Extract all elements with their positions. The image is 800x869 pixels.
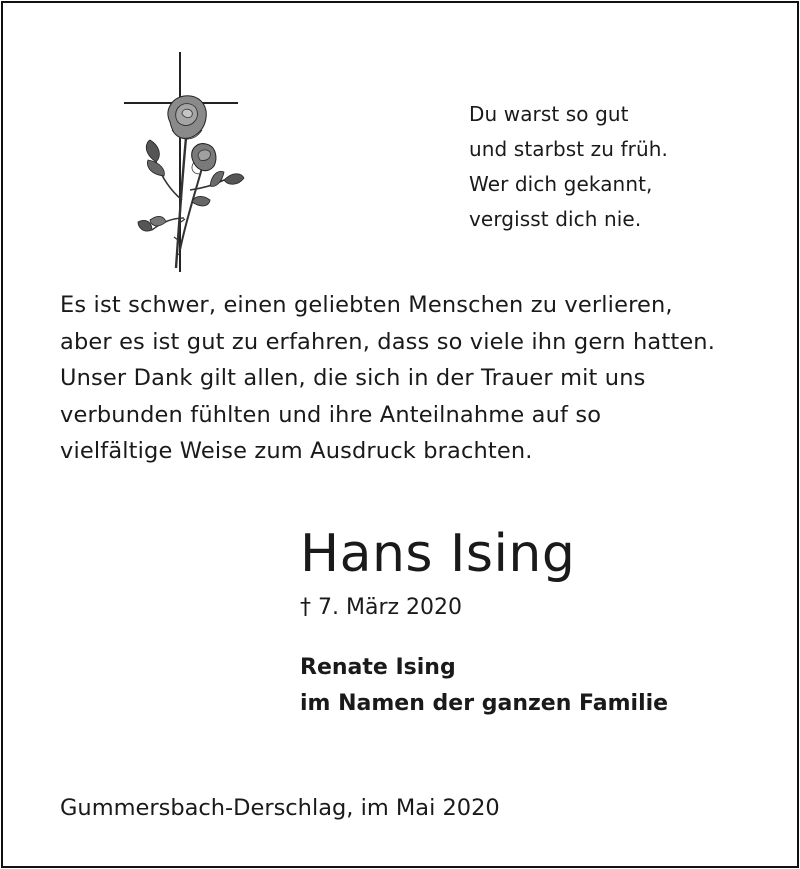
message-line: Unser Dank gilt allen, die sich in der Trauer mit uns xyxy=(60,365,646,391)
message-line: aber es ist gut zu erfahren, dass so viele ihn gern hatten. xyxy=(60,328,716,355)
cross-with-rose-icon xyxy=(120,50,245,275)
poem-line: Wer dich gekannt, xyxy=(469,172,653,196)
message-line: Es ist schwer, einen geliebten Menschen zu verlieren, xyxy=(60,292,673,318)
place-and-date: Gummersbach-Derschlag, im Mai 2020 xyxy=(60,795,500,821)
death-date: † 7. März 2020 xyxy=(300,595,463,620)
signatory-name: Renate Ising xyxy=(300,655,456,680)
deceased-name: Hans Ising xyxy=(300,524,576,584)
message-line: vielfältige Weise zum Ausdruck brachten. xyxy=(60,438,533,464)
signatories xyxy=(300,650,668,722)
memorial-poem xyxy=(469,97,668,237)
poem-line: vergisst dich nie. xyxy=(469,207,642,231)
thank-you-message xyxy=(60,287,715,470)
signatory-family: im Namen der ganzen Familie xyxy=(300,691,669,716)
poem-line: und starbst zu früh. xyxy=(469,137,668,161)
message-line: verbunden fühlten und ihre Anteilnahme auf so xyxy=(60,401,602,428)
poem-line: Du warst so gut xyxy=(469,102,629,126)
